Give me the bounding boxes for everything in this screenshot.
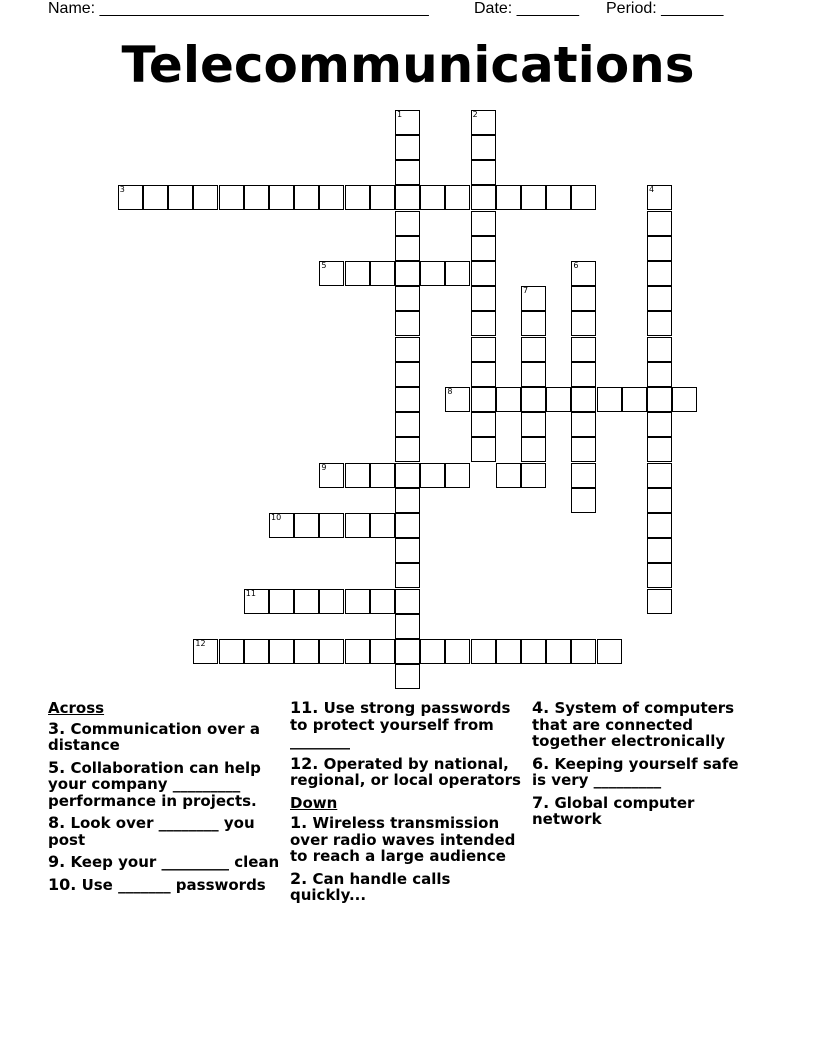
grid-cell[interactable] [647, 337, 672, 362]
clue-item [532, 700, 752, 750]
grid-cell[interactable] [370, 185, 395, 210]
clue-item-number: 12. [290, 753, 319, 773]
grid-cell[interactable] [319, 463, 344, 488]
grid-cell[interactable] [319, 513, 344, 538]
grid-cell[interactable] [647, 236, 672, 261]
clue-item-text: Look over ________ you post [48, 814, 255, 849]
grid-cell[interactable] [395, 185, 420, 210]
clue-item-number: 4. [532, 698, 550, 717]
grid-cell[interactable] [395, 664, 420, 689]
clue-number: 12 [195, 639, 206, 648]
down-heading: Down [290, 793, 338, 812]
clue-number: 11 [245, 588, 256, 598]
grid-cell[interactable] [521, 311, 546, 336]
grid-cell[interactable] [647, 362, 672, 387]
grid-cell[interactable] [370, 589, 395, 614]
clue-item [48, 815, 280, 848]
grid-cell[interactable] [471, 261, 496, 286]
clue-number: 4 [649, 185, 655, 195]
grid-cell[interactable] [471, 236, 496, 261]
grid-cell[interactable] [445, 387, 470, 412]
grid-cell[interactable] [471, 160, 496, 185]
grid-cell[interactable] [345, 463, 370, 488]
grid-cell[interactable] [471, 286, 496, 311]
clues-column-2 [290, 700, 526, 910]
grid-cell[interactable] [395, 563, 420, 588]
grid-cell[interactable] [395, 286, 420, 311]
grid-cell[interactable] [269, 589, 294, 614]
grid-cell[interactable] [647, 538, 672, 563]
clue-item-text: Operated by national, regional, or local operators [290, 754, 521, 789]
grid-cell[interactable] [269, 639, 294, 664]
grid-cell[interactable] [370, 261, 395, 286]
grid-cell[interactable] [571, 286, 596, 311]
grid-cell[interactable] [319, 639, 344, 664]
grid-cell[interactable] [395, 387, 420, 412]
across-heading: Across [48, 699, 105, 717]
clues-column-3 [532, 700, 752, 834]
clue-item-number: 5. [48, 757, 66, 777]
grid-cell[interactable] [345, 639, 370, 664]
grid-cell[interactable] [118, 185, 143, 210]
clue-number: 9 [321, 462, 327, 472]
grid-cell[interactable] [395, 110, 420, 135]
grid-cell[interactable] [571, 387, 596, 412]
clue-item [532, 753, 752, 789]
clue-item [290, 815, 526, 865]
grid-cell[interactable] [521, 463, 546, 488]
grid-cell[interactable] [521, 437, 546, 462]
clue-item [290, 753, 526, 789]
grid-cell[interactable] [395, 337, 420, 362]
grid-cell[interactable] [647, 387, 672, 412]
clue-item-text: System of computers that are connected together electronically [532, 699, 735, 750]
grid-cell[interactable] [521, 639, 546, 664]
grid-cell[interactable] [244, 639, 269, 664]
grid-cell[interactable] [571, 261, 596, 286]
grid-cell[interactable] [521, 362, 546, 387]
grid-cell[interactable] [521, 286, 546, 311]
grid-cell[interactable] [571, 337, 596, 362]
grid-cell[interactable] [471, 437, 496, 462]
grid-cell[interactable] [345, 185, 370, 210]
grid-cell[interactable] [445, 261, 470, 286]
grid-cell[interactable] [521, 412, 546, 437]
clue-item-number: 8. [48, 813, 66, 832]
grid-cell[interactable] [647, 513, 672, 538]
grid-cell[interactable] [672, 387, 697, 412]
grid-cell[interactable] [471, 110, 496, 135]
grid-cell[interactable] [395, 236, 420, 261]
grid-cell[interactable] [622, 387, 647, 412]
grid-cell[interactable] [471, 387, 496, 412]
grid-cell[interactable] [395, 639, 420, 664]
clue-item [290, 868, 526, 904]
clue-item-number: 2. [290, 868, 308, 888]
grid-cell[interactable] [496, 463, 521, 488]
grid-cell[interactable] [395, 513, 420, 538]
grid-cell[interactable] [471, 185, 496, 210]
grid-cell[interactable] [647, 211, 672, 236]
clue-item-text: Keep your _________ clean [65, 853, 280, 871]
grid-cell[interactable] [471, 412, 496, 437]
grid-cell[interactable] [319, 185, 344, 210]
clue-number: 10 [271, 513, 282, 522]
grid-cell[interactable] [395, 538, 420, 563]
clue-item-number: 11. [290, 698, 319, 717]
grid-cell[interactable] [647, 261, 672, 286]
name-field[interactable]: Name: _____________________________________ [48, 0, 429, 17]
grid-cell[interactable] [294, 589, 319, 614]
clue-number: 3 [119, 185, 125, 195]
clue-item-text: Use strong passwords to protect yourself from ________ [290, 699, 511, 750]
clue-item-text: Collaboration can help your company _________ performance in projects. [48, 758, 261, 810]
clue-number: 1 [397, 109, 403, 119]
grid-cell[interactable] [521, 185, 546, 210]
grid-cell[interactable] [471, 311, 496, 336]
grid-cell[interactable] [345, 589, 370, 614]
grid-cell[interactable] [294, 639, 319, 664]
grid-cell[interactable] [395, 362, 420, 387]
grid-cell[interactable] [420, 463, 445, 488]
grid-cell[interactable] [546, 639, 571, 664]
grid-cell[interactable] [647, 488, 672, 513]
grid-cell[interactable] [370, 639, 395, 664]
grid-cell[interactable] [521, 337, 546, 362]
grid-cell[interactable] [647, 412, 672, 437]
clue-item-number: 9. [48, 852, 66, 871]
grid-cell[interactable] [571, 463, 596, 488]
grid-cell[interactable] [370, 463, 395, 488]
grid-cell[interactable] [496, 387, 521, 412]
clue-item-number: 3. [48, 718, 66, 738]
grid-cell[interactable] [571, 412, 596, 437]
grid-cell[interactable] [571, 362, 596, 387]
grid-cell[interactable] [571, 639, 596, 664]
grid-cell[interactable] [395, 437, 420, 462]
grid-cell[interactable] [647, 311, 672, 336]
grid-cell[interactable] [345, 513, 370, 538]
grid-cell[interactable] [370, 513, 395, 538]
grid-cell[interactable] [395, 589, 420, 614]
grid-cell[interactable] [168, 185, 193, 210]
date-field[interactable]: Date: _______ [474, 0, 579, 17]
grid-cell[interactable] [496, 185, 521, 210]
grid-cell[interactable] [647, 185, 672, 210]
clues-column-1 [48, 700, 280, 899]
clue-item [290, 700, 526, 750]
grid-cell[interactable] [471, 211, 496, 236]
grid-cell[interactable] [445, 639, 470, 664]
grid-cell[interactable] [647, 463, 672, 488]
grid-cell[interactable] [395, 211, 420, 236]
grid-cell[interactable] [395, 135, 420, 160]
grid-cell[interactable] [521, 387, 546, 412]
clue-item-number: 1. [290, 813, 308, 832]
grid-cell[interactable] [219, 639, 244, 664]
grid-cell[interactable] [647, 286, 672, 311]
grid-cell[interactable] [395, 412, 420, 437]
grid-cell[interactable] [546, 185, 571, 210]
grid-cell[interactable] [395, 311, 420, 336]
grid-cell[interactable] [597, 639, 622, 664]
grid-cell[interactable] [647, 589, 672, 614]
clue-item-text: Keeping yourself safe is very _________ [532, 754, 739, 789]
page-title: Telecommunications [121, 36, 695, 94]
grid-cell[interactable] [395, 463, 420, 488]
grid-cell[interactable] [571, 185, 596, 210]
grid-cell[interactable] [445, 463, 470, 488]
grid-cell[interactable] [395, 488, 420, 513]
grid-cell[interactable] [269, 513, 294, 538]
grid-cell[interactable] [597, 387, 622, 412]
clue-item-text: Wireless transmission over radio waves intended to reach a large audience [290, 814, 516, 865]
clue-item [48, 854, 280, 871]
grid-cell[interactable] [571, 437, 596, 462]
clue-item [48, 757, 280, 810]
grid-cell[interactable] [420, 639, 445, 664]
grid-cell[interactable] [420, 261, 445, 286]
grid-cell[interactable] [269, 185, 294, 210]
period-field[interactable]: Period: _______ [606, 0, 724, 17]
grid-cell[interactable] [319, 261, 344, 286]
clue-number: 7 [523, 286, 529, 296]
grid-cell[interactable] [420, 185, 445, 210]
clue-number: 5 [321, 261, 327, 270]
clue-item [48, 718, 280, 754]
grid-cell[interactable] [471, 362, 496, 387]
grid-cell[interactable] [244, 589, 269, 614]
grid-cell[interactable] [319, 589, 344, 614]
grid-cell[interactable] [395, 261, 420, 286]
grid-cell[interactable] [244, 185, 269, 210]
clue-item-number: 7. [532, 792, 550, 812]
grid-cell[interactable] [647, 563, 672, 588]
grid-cell[interactable] [546, 387, 571, 412]
clue-number: 6 [573, 261, 579, 270]
clue-item-text: Communication over a distance [48, 719, 261, 754]
grid-cell[interactable] [294, 513, 319, 538]
clue-item-text: Use _______ passwords [76, 875, 266, 894]
clue-item-text: Can handle calls quickly... [290, 869, 451, 904]
grid-cell[interactable] [193, 185, 218, 210]
grid-cell[interactable] [496, 639, 521, 664]
grid-cell[interactable] [471, 337, 496, 362]
grid-cell[interactable] [571, 311, 596, 336]
clue-item-number: 10. [48, 874, 77, 894]
clue-number: 8 [447, 387, 453, 396]
grid-cell[interactable] [294, 185, 319, 210]
clue-item [48, 874, 280, 894]
grid-cell[interactable] [571, 488, 596, 513]
grid-cell[interactable] [445, 185, 470, 210]
grid-cell[interactable] [647, 437, 672, 462]
grid-cell[interactable] [193, 639, 218, 664]
clue-item-number: 6. [532, 753, 550, 773]
grid-cell[interactable] [395, 160, 420, 185]
grid-cell[interactable] [143, 185, 168, 210]
clue-number: 2 [472, 109, 478, 119]
grid-cell[interactable] [395, 614, 420, 639]
clue-item-text: Global computer network [532, 793, 695, 828]
grid-cell[interactable] [471, 135, 496, 160]
grid-cell[interactable] [471, 639, 496, 664]
grid-cell[interactable] [345, 261, 370, 286]
grid-cell[interactable] [219, 185, 244, 210]
clue-item [532, 792, 752, 828]
